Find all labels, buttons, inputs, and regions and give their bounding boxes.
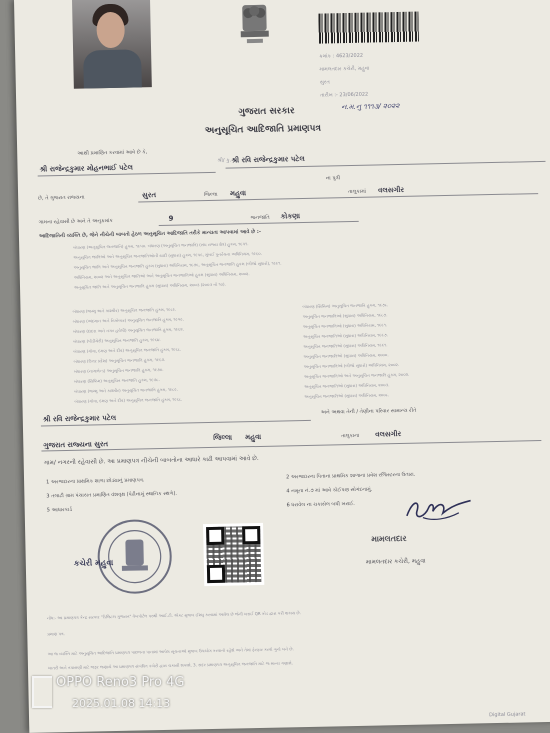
list-item: બંધારણ (ગોવા, દમણ અને દીવ) અનુસૂચિત જનજાતિ હુકમ, ૧૯૬૮. xyxy=(74,396,183,404)
list-item: બંધારણ (પોંડીચેરી) અનુસૂચિત જનજાતિ હુકમ, ૧૯૬૪. xyxy=(73,337,161,344)
handwritten-signature xyxy=(403,496,476,524)
recognized-text: આદિજાતિની વ્યક્તિ છે, જેને નીચેની બાબતો હેઠળ અનુસૂચિત આદિજાતિ તરીકે માન્યતા આપવામાં આવે છે :- xyxy=(38,228,262,240)
certificate-barcode xyxy=(318,12,419,44)
district-value: સુરત xyxy=(142,191,157,200)
holder-suffix: અને અથવા તેની / તેણીના પરિવાર સામાન્ય રીતે xyxy=(320,407,417,416)
taluka2-label: તાલુકાના xyxy=(341,432,360,440)
village2-value: વલસગીર xyxy=(375,429,402,439)
document-item: 5 આધારકાર્ડ xyxy=(46,506,73,514)
list-item: અનુસૂચિત જનજાતિઓ (સુધારા) અધિનિયમ, ૧૯૯૭. xyxy=(303,332,389,340)
taluka-label: તાલુકામાં xyxy=(348,188,366,196)
serial-number: 9 xyxy=(168,214,174,223)
serial-line: ક્રમાંક : 4623/2022 xyxy=(319,52,364,60)
date-line: તારીખ :- 23/06/2022 xyxy=(320,91,369,99)
state2-value: ગુજરાત રાજ્યના સુરત xyxy=(43,440,109,450)
place-label: સુરત xyxy=(319,79,330,86)
certify-text: આથી પ્રમાણિત કરવામાં આવે છે કે, xyxy=(77,149,148,157)
list-item: અનુસૂચિત જનજાતિઓ (સુધારા) અધિનિયમ, ૨૦૦૮. xyxy=(304,392,390,400)
list-item: અનુસૂચિત જનજાતિઓ અને અનુસૂચિત જનજાતિ હુકમ, ૨૦૦૨. xyxy=(303,371,410,380)
footer-note: પ્રમાણ પત્ર. xyxy=(47,631,65,637)
footer-note: ખાતરી અને તપાસણી માટે જરૂર જણાયે આ પ્રમાણપત્ર સંબંધિત કચેરી દ્વારા ચકાસી શકાશે. 3. સદર પ્રમાણપત્ર અનુસૂચિત જનજાતિ માટે જ માન્ય ગણાશે. xyxy=(47,660,293,671)
district2-label: જિલ્લા xyxy=(213,433,233,442)
document-item: 2 અરજદારના પિતાના પ્રાથમિક શાળાના પ્રવેશ રજિસ્ટરના ઉતારા. xyxy=(285,471,416,481)
stamp-text: કચેરી મહુવા xyxy=(73,558,114,568)
list-item: બંધારણ (સિક્કિમ) અનુસૂચિત જનજાતિ હુકમ, ૧૯૭૮. xyxy=(302,302,389,310)
parent-name: શ્રી રવિ રાજેન્દ્રકુમાર પટેલ xyxy=(231,154,305,165)
certificate-paper xyxy=(14,0,550,733)
list-item: અનુસૂચિત જનજાતિઓ (સુધારા) અધિનિયમ, ૨૦૦૦. xyxy=(303,352,389,360)
list-item: અનુસૂચિત જનજાતિઓ (સુધારા) અધિનિયમ, ૨૦૦૩. xyxy=(304,382,390,390)
handwritten-reference: ન.મ.નુ ૧૧૧૩/ ૨૦૨૨ xyxy=(341,101,400,112)
signatory-office: મામલતદાર કચેરી, મહુવા xyxy=(365,557,426,566)
list-item: બંધારણ (અંદમાન અને નિકોબાર) અનુસૂચિત જનજાતિ હુકમ, ૧૯૫૯. xyxy=(72,316,185,324)
state-prefix: છે, તે ગુજરાત રાજ્યના xyxy=(38,194,85,202)
digital-gujarat-brand: Digital Gujarat xyxy=(489,711,526,719)
district-label: જિલ્લા xyxy=(204,191,218,199)
list-item: બંધારણ (ગોવા, દમણ અને દીવ) અનુસૂચિત જનજાતિ હુકમ, ૧૯૬૮. xyxy=(73,346,182,354)
document-item: 1 અરજદારના પ્રાથમિક શાળા છોડ્યાનું પ્રમાણપત્ર. xyxy=(46,477,145,486)
camera-watermark-datetime: 2025.01.08 14:13 xyxy=(72,697,171,710)
office-seal-stamp xyxy=(95,517,175,597)
order-line: અધિનિયમ, ૨૦૦૨ અને અનુસૂચિત જાતિઓ અને અનુસૂચિત જનજાતિઓ હુકમ (સુધારા) અધિનિયમ, ૨૦૦૨. xyxy=(73,271,250,280)
list-item: બંધારણ (સિક્કિમ) અનુસૂચિત જનજાતિ હુકમ, ૧૯૭૮. xyxy=(73,377,160,384)
applicant-name: શ્રી રાજેન્દ્રકુમાર મોહનભાઈ પટેલ xyxy=(39,163,133,174)
ashoka-emblem-icon xyxy=(236,1,273,50)
list-item: અનુસૂચિત જનજાતિઓ (સુધારા) અધિનિયમ, ૧૯૯૧. xyxy=(302,322,388,330)
camera-watermark-icon xyxy=(32,676,52,708)
order-line: અનુસૂચિત જાતિ અને અનુસૂચિત જનજાતિ હુકમ (સુધારા) અધિનિયમ, ૧૯૭૬, અનુસૂચિત જનજાતિ હુકમ (બીજો સુધારો), ૧૯૯૧. xyxy=(73,260,282,270)
signatory-title: મામલતદાર xyxy=(371,533,407,544)
parent-prefix: શ્રી/ કુ. xyxy=(217,157,232,164)
serial-prefix: ગામના રહેવાસી છે અને તે અનુક્રમાંક xyxy=(38,217,113,226)
order-line: અનુસૂચિત જાતિઓ અને અનુસૂચિત જનજાતિઓની યાદી (સુધારા) હુકમ, ૧૯૫૬, મુંબઈ પુનર્રચના અધિનિયમ, ૧૯૬૦. xyxy=(73,250,262,260)
list-item: બંધારણ (નાગાલેન્ડ) અનુસૂચિત જનજાતિ હુકમ, ૧૯૭૦. xyxy=(73,366,164,374)
tribe-prefix: જનજાતિ xyxy=(250,214,270,222)
document-item: 3 તલાટી ગ્રામ પંચાયત પ્રમાણિત વંશવૃક્ષ (પેઢીનામું સ્થાનિક સ્થળે). xyxy=(46,490,178,500)
list-item: બંધારણ (જમ્મુ અને કાશ્મીર) અનુસૂચિત જનજાતિ હુકમ, ૧૯૮૯. xyxy=(74,386,179,394)
camera-watermark-device: OPPO Reno3 Pro 4G xyxy=(56,675,185,690)
certificate-title: અનુસૂચિત આદિજાતિ પ્રમાણપત્ર xyxy=(204,123,322,137)
taluka2-value: મહુવા xyxy=(245,432,262,442)
list-item: બંધારણ (ઉત્તર પ્રદેશ) અનુસૂચિત જનજાતિ હુકમ, ૧૯૬૭. xyxy=(73,356,166,364)
village-value: વલસગીર xyxy=(377,185,405,195)
taluka-value: મહુવા xyxy=(230,189,247,198)
list-item: અનુસૂચિત જનજાતિઓ (સુધારા) અધિનિયમ, ૧૯૯૧. xyxy=(303,342,388,350)
document-item: 4 નમૂના નં.૭ માં આવે કોઈપણ સોગંદનામું. xyxy=(286,486,373,495)
order-line: અનુસૂચિત જાતિ અને અનુસૂચિત જનજાતિ હુકમ (સુધારા) અધિનિયમ, ૨૦૦૩ (૨૦૦૩ નો ૧૦). xyxy=(73,281,226,290)
applicant-photo xyxy=(72,0,152,89)
footer-note: આ જ વ્યક્તિ માટે અનુસૂચિત આદિજાતિ પ્રમાણપત્ર પાછળના પાનામાં આપેલ સૂચનાઓ મુજબ ઉપયોગ કરવાનો રહેશે અને તેમાં ફેરફાર કરવો ગુનો બને છે. xyxy=(47,646,294,657)
tribe-value: કોકણા xyxy=(280,212,301,221)
list-item: અનુસૂચિત જનજાતિઓ (બીજો સુધારો) અધિનિયમ, ૨૦૦૨. xyxy=(303,362,400,370)
order-line: બંધારણ (અનુસૂચિત જનજાતિ) હુકમ, ૧૯૫૦. બંધારણ (અનુસૂચિત જનજાતિ) (સંઘ રાજ્ય ક્ષેત્ર) હુકમ, ૧૯૫૧. xyxy=(73,241,249,250)
issued-text: ગામ/ નગરની રહેવાસી છે. આ પ્રમાણપત્ર નીચેની બાબતોના આધારે કાઢી આપવામાં આવે છે. xyxy=(43,454,259,467)
list-item: બંધારણ (જમ્મુ અને કાશ્મીર) અનુસૂચિત જનજાતિ હુકમ, ૧૯૮૯. xyxy=(72,306,177,314)
holder-name: શ્રી રવિ રાજેન્દ્રકુમાર પટેલ xyxy=(42,413,117,424)
government-title: ગુજરાત સરકાર xyxy=(238,106,295,118)
document-item: 6 ધરાવેલ ના ચકાસેલ બધી ખરાઈ. xyxy=(286,500,355,509)
footer-note: નોંધ:- આ પ્રમાણપત્ર કેન્દ્ર સરકાર "ડિજિટલ ગુજરાત" વેબપોર્ટલ પરથી આઈ.ટી. એક્ટ મુજબ ઈશ્યુ કરવામાં આવેલ છે જેની ખરાઈ QR કોડ દ્વારા કરી શકાય છે. xyxy=(46,610,301,621)
verification-qr-code[interactable] xyxy=(203,523,264,586)
list-item: બંધારણ (દાદરા અને નગર હવેલી) અનુસૂચિત જનજાતિ હુકમ, ૧૯૬૨. xyxy=(72,326,185,334)
son-label: ના પુત્રી xyxy=(325,175,341,182)
office-line: મામલતદાર કચેરી, મહુવા xyxy=(319,65,370,73)
list-item: અનુસૂચિત જનજાતિઓ (સુધારા) અધિનિયમ, ૧૯૮૭. xyxy=(302,312,388,320)
